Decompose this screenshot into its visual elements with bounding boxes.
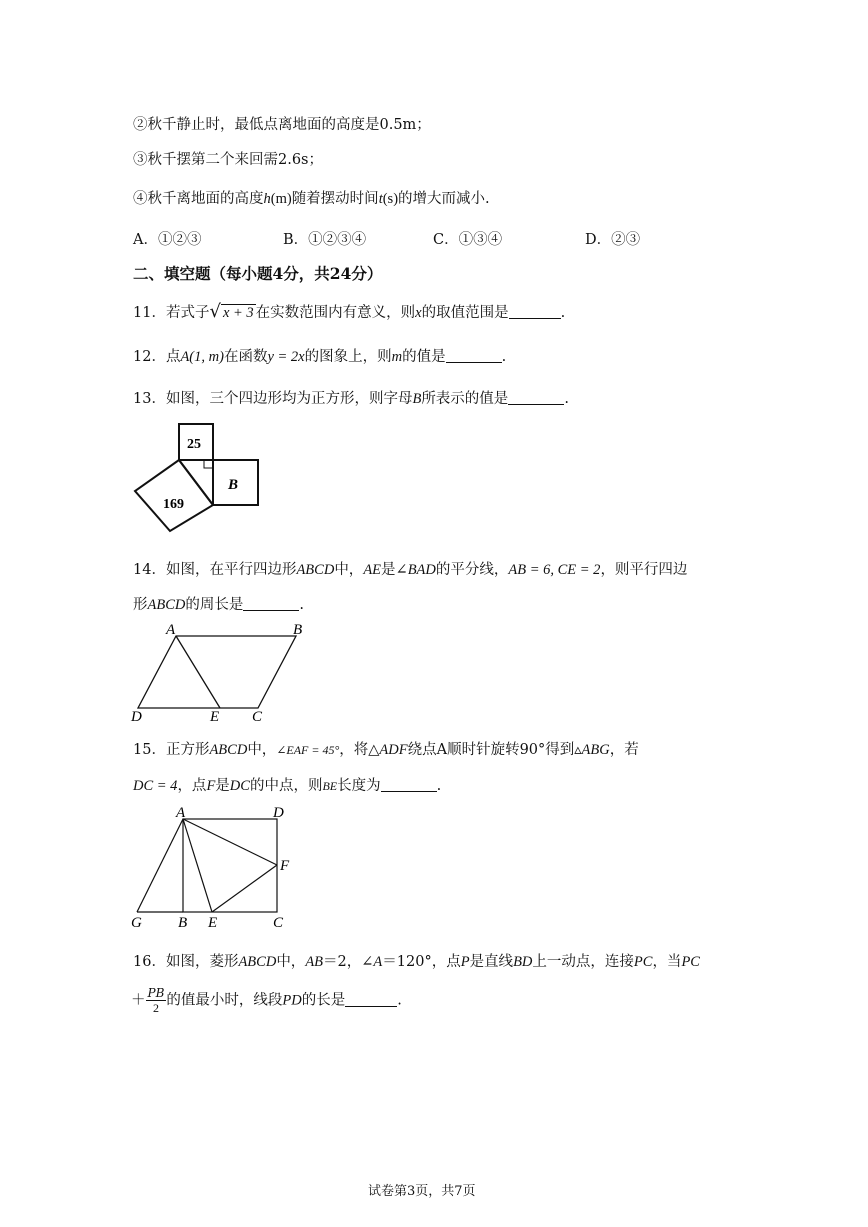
q12-end: . xyxy=(501,349,507,365)
q15-adf: ADF xyxy=(379,742,408,758)
q14-t3: 是∠ xyxy=(381,562,408,578)
q13-squares-figure xyxy=(130,418,265,538)
q12-point: A(1, m) xyxy=(180,349,224,365)
q16-pc: PC xyxy=(633,954,653,970)
q12-var-m: m xyxy=(391,349,403,365)
q16-bd: BD xyxy=(513,954,533,970)
q15-f: F xyxy=(206,778,216,794)
right-angle-mark xyxy=(204,460,213,468)
q15-t4: 绕点A顺时针旋转90°得到 xyxy=(407,742,575,758)
q15-square-figure xyxy=(128,800,298,932)
answer-blank[interactable] xyxy=(381,777,437,792)
q16-t2: 中， xyxy=(276,954,306,970)
q14-condition: AB = 6, CE = 2 xyxy=(508,562,601,578)
q11-prefix: 11．若式子 xyxy=(133,305,210,321)
q15-angle: ∠EAF = 45° xyxy=(276,743,340,757)
label-d: D xyxy=(273,805,284,821)
label-169: 169 xyxy=(163,497,184,512)
answer-blank[interactable] xyxy=(243,596,299,611)
segment-ae xyxy=(176,636,220,708)
q14-end: . xyxy=(299,597,304,613)
q16-t3: ＝2，∠ xyxy=(323,954,374,970)
q14-text: 14．如图，在平行四边形 xyxy=(133,562,297,578)
q15-abcd: ABCD xyxy=(209,742,248,758)
var-h: h xyxy=(263,191,271,207)
sqrt-sign: √ xyxy=(209,301,221,322)
q15-t8: 的中点，则 xyxy=(249,778,323,794)
q14-line2a: 形 xyxy=(133,597,148,613)
square-left xyxy=(135,460,213,531)
q15-t7: 是 xyxy=(215,778,230,794)
q12-text2: 的图象上，则 xyxy=(304,349,392,365)
option-d: D．②③ xyxy=(585,232,641,248)
q12-function: y = 2x xyxy=(267,349,305,365)
q15-t2: 中， xyxy=(247,742,277,758)
question-16-line-2 xyxy=(131,986,402,1015)
q12-prefix: 12．点 xyxy=(133,349,181,365)
q15-abg: ▵ABG xyxy=(574,742,610,758)
answer-blank[interactable] xyxy=(509,304,561,319)
fraction-numerator: PB xyxy=(147,986,165,1000)
segment-ag xyxy=(137,819,183,912)
statement-4-part-b: 随着摆动时间 xyxy=(291,191,379,207)
question-13 xyxy=(133,387,569,408)
label-c: C xyxy=(273,915,284,931)
q15-dc2: DC xyxy=(229,778,250,794)
q15-t6: ，点 xyxy=(177,778,207,794)
q12-text3: 的值是 xyxy=(402,349,446,365)
q13-text2: 所表示的值是 xyxy=(421,391,509,407)
q15-t1: 15．正方形 xyxy=(133,742,210,758)
statement-2-text: ②秋千静止时，最低点离地面的高度是0.5m； xyxy=(133,117,431,133)
q15-dc: DC = 4 xyxy=(133,778,178,794)
var-t: t xyxy=(378,191,383,207)
q16-pc2: PC xyxy=(681,954,700,970)
q14-abcd: ABCD xyxy=(296,562,335,578)
label-c: C xyxy=(252,709,263,724)
q15-be: BE xyxy=(322,779,338,793)
unit-m: (m) xyxy=(270,191,292,207)
label-b: B xyxy=(293,622,303,638)
q13-end: . xyxy=(564,391,569,407)
question-12 xyxy=(133,345,506,366)
q11-var-x: x xyxy=(415,305,422,321)
q14-t2: 中， xyxy=(334,562,364,578)
label-b: B xyxy=(178,915,188,931)
question-14 xyxy=(133,558,687,579)
question-15-line-2 xyxy=(133,774,441,795)
q15-t5: ，若 xyxy=(609,742,639,758)
statement-3 xyxy=(133,148,323,169)
page-footer: 试卷第3页，共7页 xyxy=(368,1184,476,1199)
q14-line2b: ABCD xyxy=(147,597,186,613)
q16-abcd: ABCD xyxy=(238,954,277,970)
question-11 xyxy=(133,301,565,322)
question-15 xyxy=(133,738,639,759)
parallelogram-abcd xyxy=(138,636,296,708)
q12-text: 在函数 xyxy=(223,349,268,365)
statement-4 xyxy=(133,187,490,208)
q11-end: . xyxy=(560,305,566,321)
q14-t5: ，则平行四边 xyxy=(600,562,688,578)
question-14-line-2 xyxy=(133,593,304,614)
statement-4-part-a: ④秋千离地面的高度 xyxy=(133,191,264,207)
option-b: B．①②③④ xyxy=(283,232,367,248)
label-25: 25 xyxy=(187,437,201,452)
label-a: A xyxy=(166,622,176,638)
statement-4-part-c: 的增大而减小. xyxy=(398,191,490,207)
q13-var-b: B xyxy=(412,391,422,407)
section-title: 二、填空题（每小题4分，共24分） xyxy=(133,264,383,283)
segment-af xyxy=(183,819,277,865)
q16-pd: PD xyxy=(282,992,302,1009)
label-e: E xyxy=(210,709,220,724)
segment-ef xyxy=(212,865,277,912)
q16-end: . xyxy=(397,992,402,1009)
label-a: A xyxy=(176,805,186,821)
q16-t5: 是直线 xyxy=(469,954,514,970)
q15-end: . xyxy=(436,778,442,794)
q15-t3: ，将△ xyxy=(339,742,380,758)
q16-a: A xyxy=(373,954,383,970)
q16-t7: ，当 xyxy=(652,954,682,970)
q16-p: P xyxy=(460,954,470,970)
option-a: A．①②③ xyxy=(133,232,202,248)
q13-text: 13．如图，三个四边形均为正方形，则字母 xyxy=(133,391,413,407)
label-g: G xyxy=(131,915,142,931)
statement-3-text: ③秋千摆第二个来回需2.6s； xyxy=(133,152,323,168)
fraction-denominator: 2 xyxy=(152,1001,159,1015)
q14-t4: 的平分线， xyxy=(435,562,509,578)
option-c: C．①③④ xyxy=(433,232,503,248)
label-d: D xyxy=(131,709,142,724)
answer-blank[interactable] xyxy=(446,348,502,363)
q16-t4: ＝120°，点 xyxy=(382,954,461,970)
q15-t9: 长度为 xyxy=(337,778,381,794)
label-e: E xyxy=(208,915,218,931)
q16-t9: 的长是 xyxy=(301,992,346,1009)
triangle-hypotenuse xyxy=(179,460,213,505)
q14-bad: BAD xyxy=(407,562,436,578)
answer-blank[interactable] xyxy=(345,992,397,1007)
q16-ab: AB xyxy=(305,954,324,970)
q11-text2: 的取值范围是 xyxy=(421,305,509,321)
q14-line2c: 的周长是 xyxy=(185,597,244,613)
q11-text: 在实数范围内有意义，则 xyxy=(255,305,416,321)
label-f: F xyxy=(280,858,290,874)
segment-ae xyxy=(183,819,212,912)
label-b: B xyxy=(228,477,239,493)
unit-s: (s) xyxy=(382,191,399,207)
question-16 xyxy=(133,950,700,971)
q16-fraction xyxy=(146,986,167,1015)
q11-radicand: x + 3 xyxy=(222,305,254,321)
q16-t8: 的值最小时，线段 xyxy=(166,992,283,1009)
statement-2 xyxy=(133,113,431,134)
answer-blank[interactable] xyxy=(508,390,564,405)
q14-ae: AE xyxy=(363,562,382,578)
q16-plus: ＋ xyxy=(131,992,146,1009)
q16-t1: 16．如图，菱形 xyxy=(133,954,239,970)
q14-parallelogram-figure xyxy=(128,620,318,724)
q16-t6: 上一动点，连接 xyxy=(532,954,634,970)
